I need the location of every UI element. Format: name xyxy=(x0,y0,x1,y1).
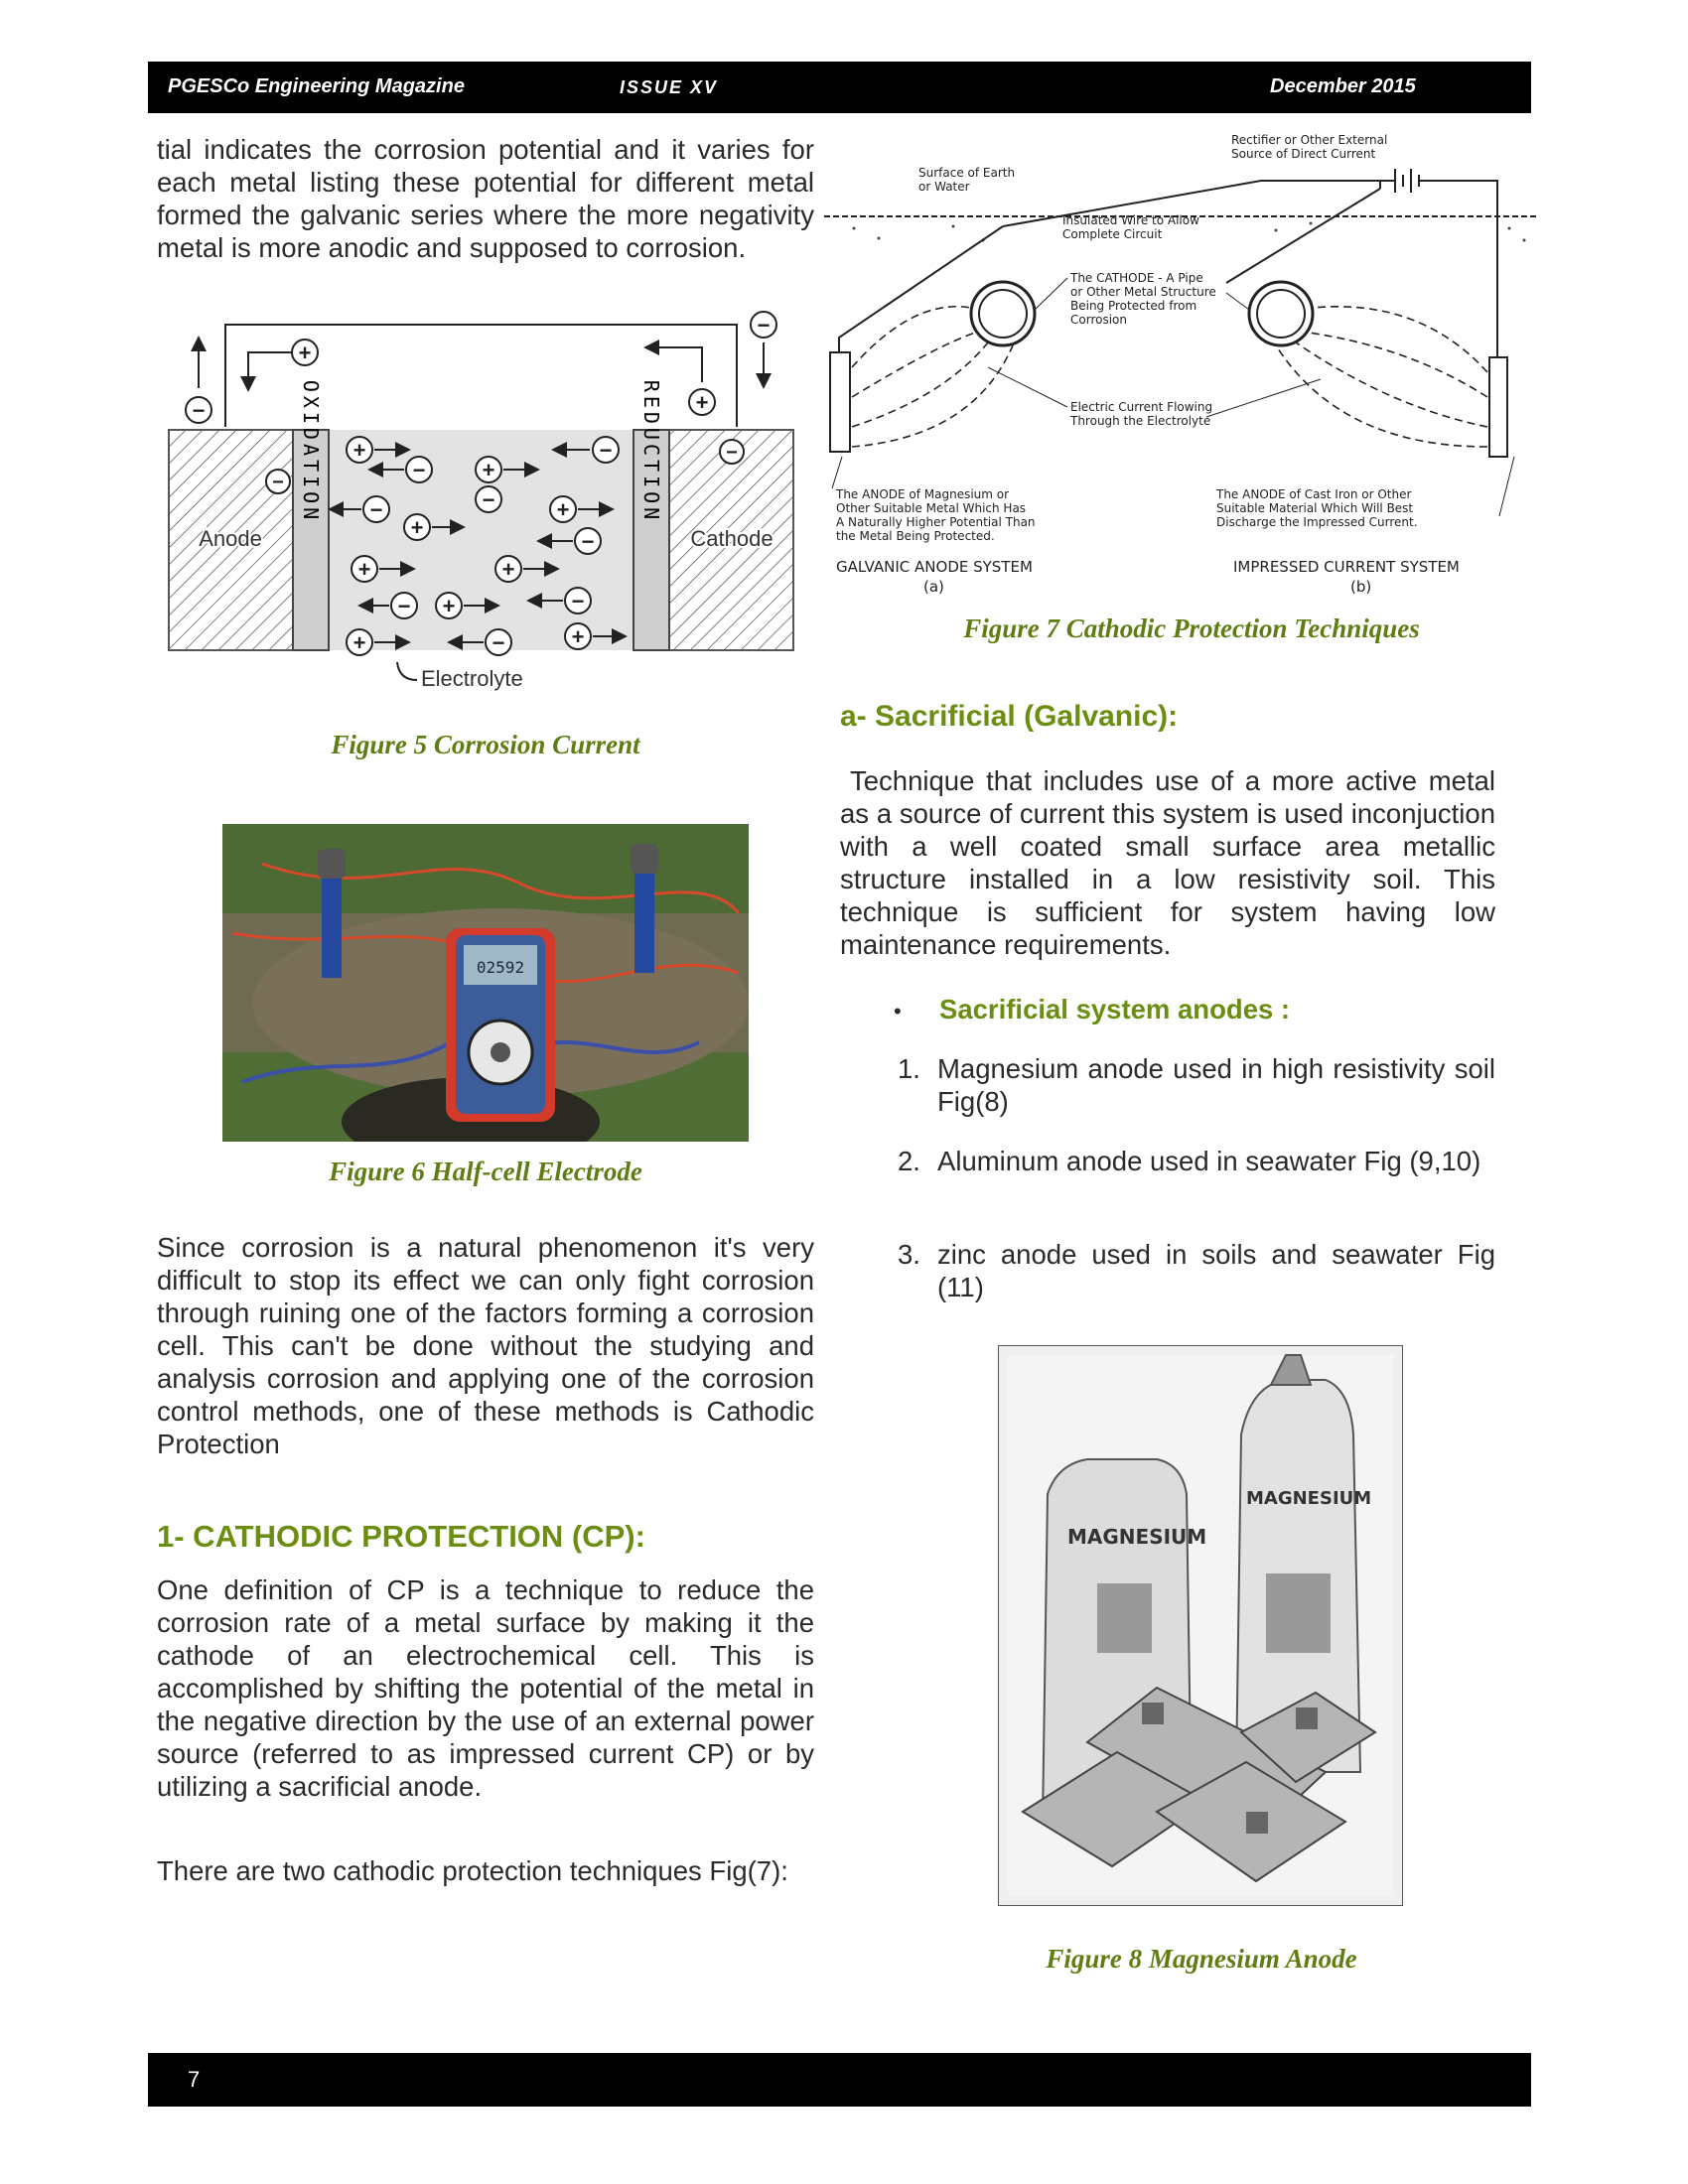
svg-text:−: − xyxy=(482,487,495,512)
cathode-label-2: or Other Metal Structure xyxy=(1070,285,1216,299)
list-text: zinc anode used in soils and seawater Fig (11) xyxy=(937,1239,1495,1302)
svg-text:−: − xyxy=(397,594,411,618)
figure8-caption: Figure 8 Magnesium Anode xyxy=(1046,1944,1357,1974)
anode-a-label-2: Other Suitable Metal Which Has xyxy=(836,501,1027,515)
svg-text:+: + xyxy=(410,515,424,540)
impressed-system-label: IMPRESSED CURRENT SYSTEM xyxy=(1233,558,1460,576)
anode-b-label-2: Suitable Material Which Will Best xyxy=(1216,501,1414,515)
anodes-bullet xyxy=(894,993,1291,1027)
page-footer xyxy=(148,2053,1531,2107)
svg-text:−: − xyxy=(192,398,206,423)
svg-text:−: − xyxy=(272,472,284,493)
svg-text:−: − xyxy=(581,529,595,554)
svg-text:+: + xyxy=(352,438,366,463)
list-number: 1. xyxy=(898,1053,920,1084)
cp-paragraph: One definition of CP is a technique to reduce the corrosion rate of a metal surface by making it the cathode of an electrochemical cell. This is accomplished by shifting the potential of the metal in the negative direction by the use of an external power source (referred to as impressed current CP) or by utilizing a sacrificial anode. xyxy=(157,1574,814,1802)
cp-heading: 1- CATHODIC PROTECTION (CP): xyxy=(157,1519,645,1554)
anodes-bullet-label: Sacrificial system anodes : xyxy=(939,994,1291,1024)
svg-text:−: − xyxy=(599,438,613,463)
svg-text:−: − xyxy=(492,630,505,655)
magazine-title: PGESCo Engineering Magazine xyxy=(168,75,465,97)
svg-text:+: + xyxy=(482,458,495,482)
figure6-caption: Figure 6 Half-cell Electrode xyxy=(329,1157,642,1186)
bag-label: MAGNESIUM xyxy=(1246,1488,1372,1509)
surface-label-2: or Water xyxy=(918,180,970,194)
svg-text:+: + xyxy=(352,630,366,655)
anode-a-label-1: The ANODE of Magnesium or xyxy=(836,487,1010,501)
list-text: Aluminum anode used in seawater Fig (9,10) xyxy=(937,1146,1481,1176)
issue-label: ISSUE XV xyxy=(620,77,719,97)
intro-paragraph: tial indicates the corrosion potential and it varies for each metal listing these potential for different metal formed the galvanic series where the more negativity metal is more anodic and supposed to corrosion. xyxy=(157,134,814,263)
galvanic-system-tag: (a) xyxy=(923,578,944,596)
figure8-photo xyxy=(998,1345,1403,1906)
list-number: 2. xyxy=(898,1146,920,1176)
reduction-label: REDUCTION xyxy=(639,379,663,524)
current-label-2: Through the Electrolyte xyxy=(1070,414,1211,428)
svg-text:+: + xyxy=(556,497,570,522)
anode-label: Anode xyxy=(199,526,262,551)
cathode-label-1: The CATHODE - A Pipe xyxy=(1070,271,1203,285)
impressed-system-tag: (b) xyxy=(1350,578,1372,596)
galvanic-system-label: GALVANIC ANODE SYSTEM xyxy=(836,558,1033,576)
list-text: Magnesium anode used in high resistivity soil Fig(8) xyxy=(937,1053,1495,1117)
cathode-label-4: Corrosion xyxy=(1070,313,1127,327)
svg-text:+: + xyxy=(695,390,709,415)
list-item xyxy=(898,1238,1495,1303)
anode-a-label-4: the Metal Being Protected. xyxy=(836,529,995,543)
svg-text:−: − xyxy=(571,589,585,614)
surface-label-1: Surface of Earth xyxy=(918,166,1016,180)
rectifier-label-2: Source of Direct Current xyxy=(1231,147,1376,161)
svg-text:+: + xyxy=(442,594,456,618)
figure7-cp-diagram xyxy=(824,129,1539,606)
wire-label-2: Complete Circuit xyxy=(1062,227,1163,241)
corrosion-paragraph: Since corrosion is a natural phenomenon it's very difficult to stop its effect we can only fight corrosion through ruining one of the factors forming a corrosion cell. This can't be done without the studying and analysis corrosion and applying one of the corrosion control methods, one of these methods is Cathodic Protection xyxy=(157,1232,814,1459)
svg-text:−: − xyxy=(369,497,383,522)
anode-b-label-1: The ANODE of Cast Iron or Other xyxy=(1216,487,1412,501)
svg-text:+: + xyxy=(501,557,515,582)
cathode-label: Cathode xyxy=(690,526,774,551)
list-item xyxy=(898,1052,1495,1118)
figure7-caption: Figure 7 Cathodic Protection Techniques xyxy=(963,614,1420,643)
wire-label-1: Insulated Wire to Allow xyxy=(1062,213,1199,227)
bullet-icon: • xyxy=(894,999,902,1024)
svg-text:−: − xyxy=(412,458,426,482)
techniques-paragraph: There are two cathodic protection techniques Fig(7): xyxy=(157,1855,788,1886)
issue-date: December 2015 xyxy=(1270,75,1416,97)
figure5-corrosion-diagram xyxy=(161,303,806,700)
oxidation-label: OXIDATION xyxy=(299,379,323,524)
meter-reading: 02592 xyxy=(476,958,525,977)
list-item xyxy=(898,1145,1495,1177)
svg-text:+: + xyxy=(357,557,371,582)
page-number: 7 xyxy=(188,2067,201,2092)
sacrificial-paragraph: Technique that includes use of a more active metal as a source of current this system is used inconjuction with a well coated small surface area metallic structure installed in a low resistivity soil. This technique is sufficient for system having low maintenance requirements. xyxy=(840,765,1495,960)
electrolyte-label: Electrolyte xyxy=(421,666,523,691)
bag-label: MAGNESIUM xyxy=(1067,1525,1207,1549)
rectifier-label-1: Rectifier or Other External xyxy=(1231,133,1388,147)
page-header xyxy=(148,62,1531,113)
figure6-photo xyxy=(222,824,749,1142)
svg-text:−: − xyxy=(757,313,771,338)
anode-b-label-3: Discharge the Impressed Current. xyxy=(1216,515,1418,529)
svg-text:+: + xyxy=(571,624,585,649)
figure5-caption: Figure 5 Corrosion Current xyxy=(331,730,640,759)
cathode-label-3: Being Protected from xyxy=(1070,299,1197,313)
list-number: 3. xyxy=(898,1239,920,1270)
svg-text:+: + xyxy=(298,341,312,365)
sacrificial-heading: a- Sacrificial (Galvanic): xyxy=(840,700,1179,733)
anode-a-label-3: A Naturally Higher Potential Than xyxy=(836,515,1036,529)
current-label-1: Electric Current Flowing xyxy=(1070,400,1213,414)
svg-text:−: − xyxy=(726,442,738,464)
